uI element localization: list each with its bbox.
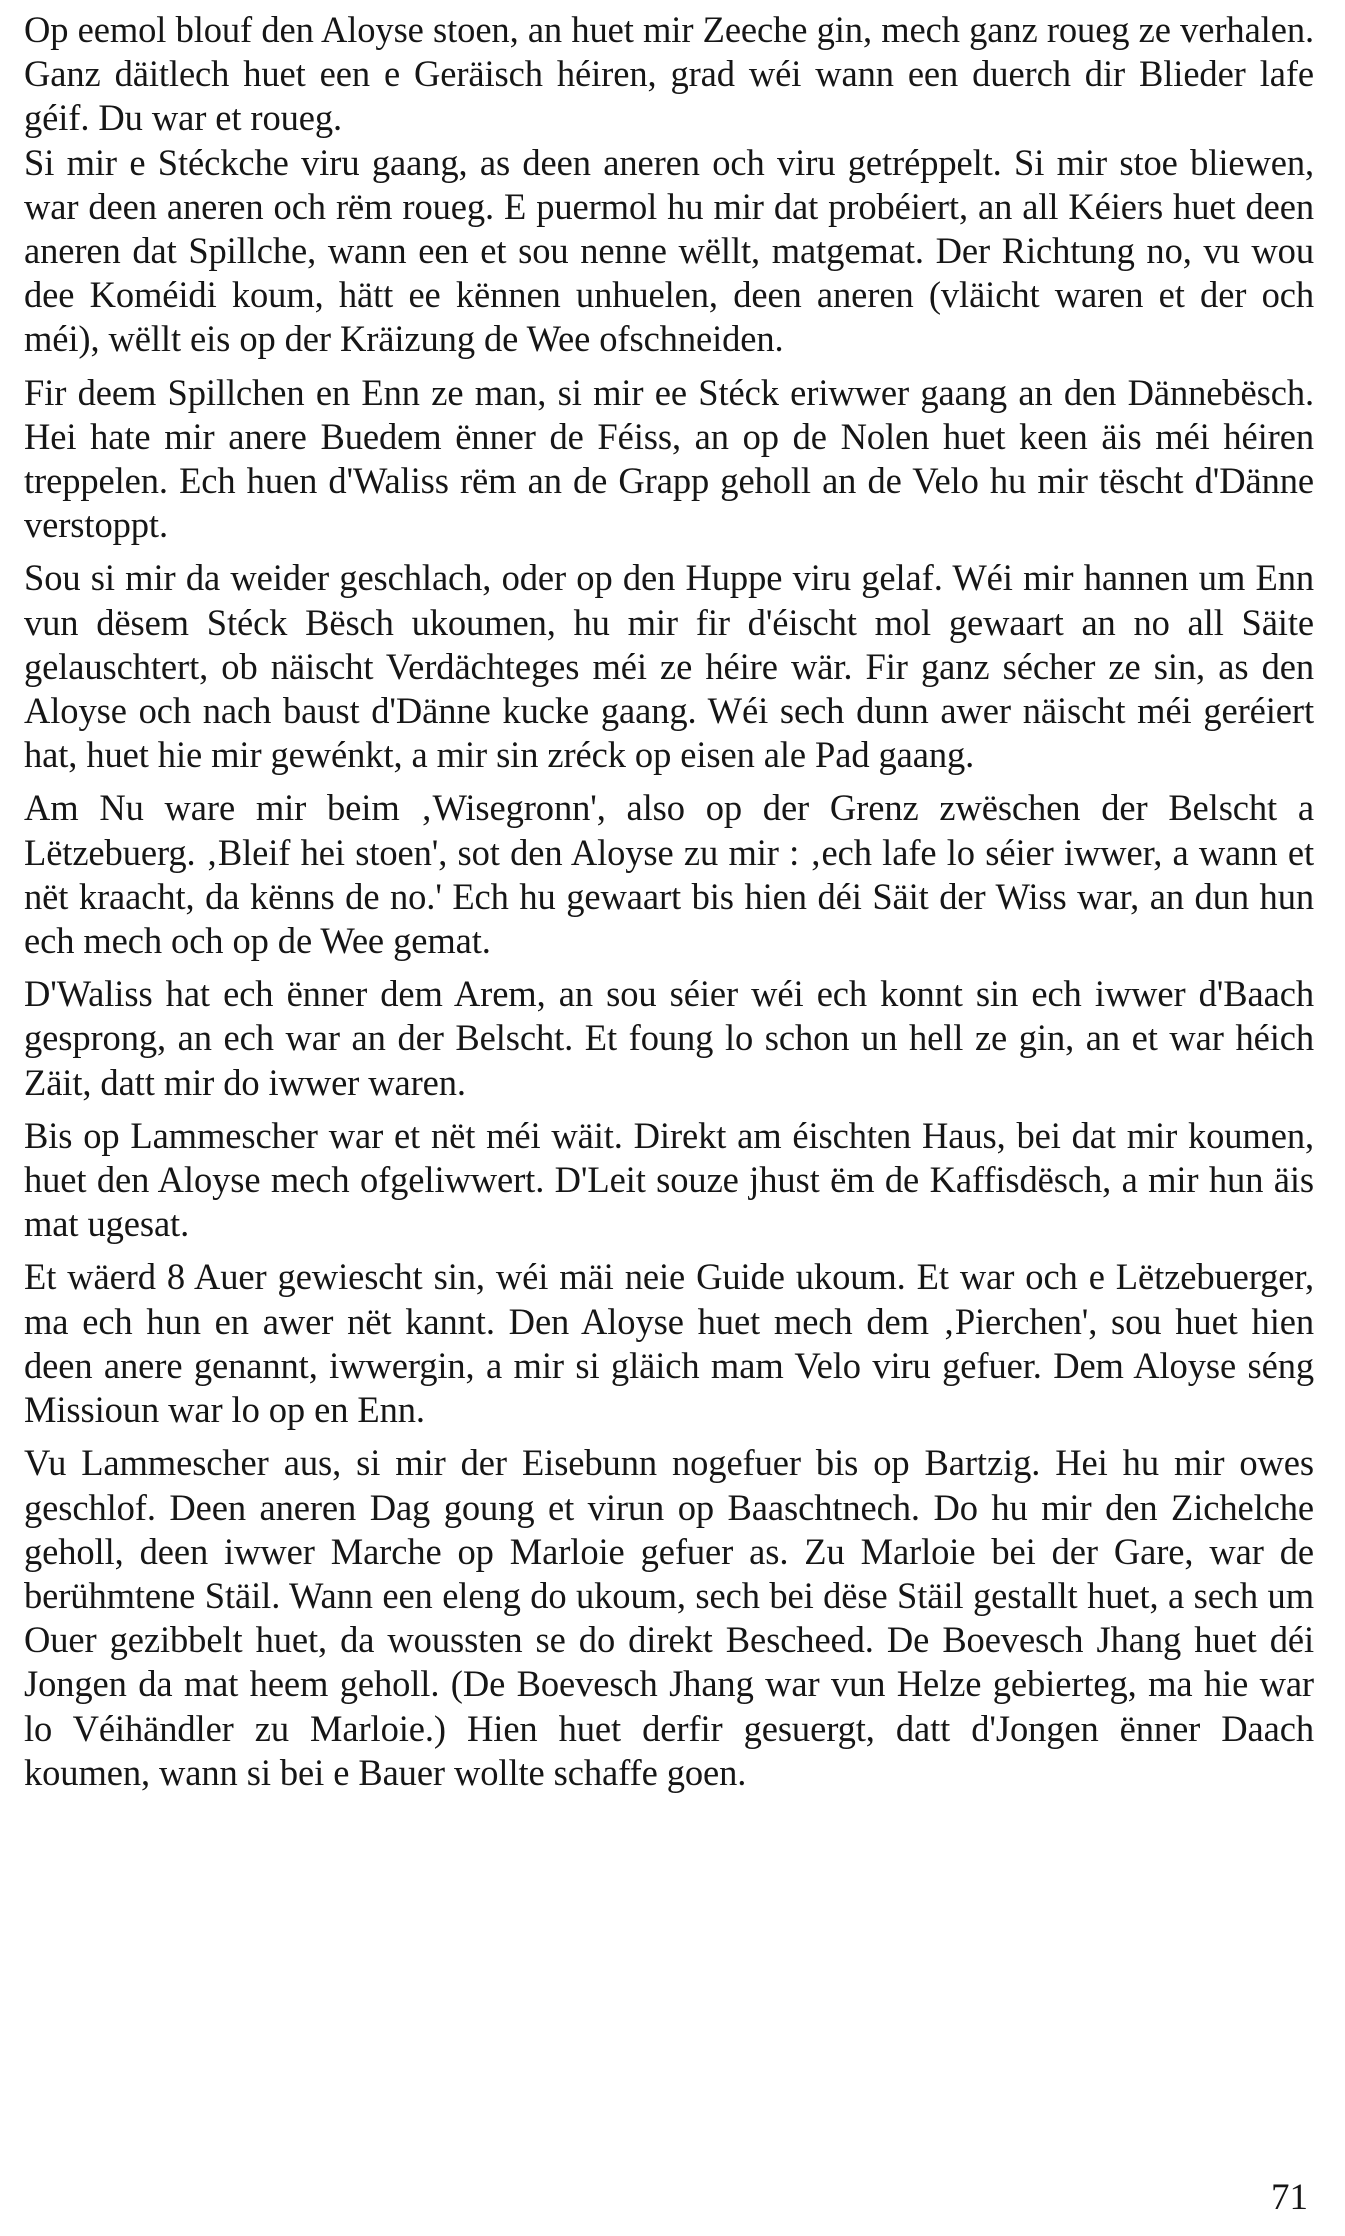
paragraph-8: Et wäerd 8 Auer gewiescht sin, wéi mäi neie Guide ukoum. Et war och e Lëtzebuerger, ma ech hun en awer nët kannt. Den Aloyse huet mech dem ‚Pierchen', sou huet hien deen anere genannt, iwwergin, a mir si gläich mam Velo viru gefuer. Dem Aloyse séng Missioun war lo op en Enn.: [24, 1256, 1314, 1431]
book-page: [24, 8, 1314, 2228]
page-number: 71: [1271, 2177, 1308, 2218]
paragraph-6: D'Waliss hat ech ënner dem Arem, an sou séier wéi ech konnt sin ech iwwer d'Baach gesprong, an ech war an der Belscht. Et foung lo schon un hell ze gin, an et war héich Zäit, datt mir do iwwer waren.: [24, 973, 1314, 1103]
paragraph-4: Sou si mir da weider geschlach, oder op den Huppe viru gelaf. Wéi mir hannen um Enn vun dësem Stéck Bësch ukoumen, hu mir fir d'éischt mol gewaart an no all Säite gelauschtert, ob näischt Verdächteges méi ze héire wär. Fir ganz sécher ze sin, as den Aloyse och nach baust d'Dänne kucke gaang. Wéi sech dunn awer näischt méi geréiert hat, huet hie mir gewénkt, a mir sin zréck op eisen ale Pad gaang.: [24, 557, 1314, 776]
paragraph-3: Fir deem Spillchen en Enn ze man, si mir ee Stéck eriwwer gaang an den Dännebësch. Hei hate mir anere Buedem ënner de Féiss, an op de Nolen huet keen äis méi héiren treppelen. Ech huen d'Waliss rëm an de Grapp geholl an de Velo hu mir tëscht d'Dänne verstoppt.: [24, 371, 1314, 546]
paragraph-9: Vu Lammescher aus, si mir der Eisebunn nogefuer bis op Bartzig. Hei hu mir owes geschlof. Deen aneren Dag goung et virun op Baaschtnech. Do hu mir den Zichelche geholl, deen iwwer Marche op Marloie gefuer as. Zu Marloie bei der Gare, war de berühmtene Stäil. Wann een eleng do ukoum, sech bei dëse Stäil gestallt huet, a sech um Ouer gezibbelt huet, da woussten se do direkt Bescheed. De Boevesch Jhang huet déi Jongen da mat heem geholl. (De Boevesch Jhang war vun Helze gebierteg, ma hie war lo Véihändler zu Marloie.) Hien huet derfir gesuergt, datt d'Jongen ënner Daach koumen, wann si bei e Bauer wollte schaffe goen.: [24, 1442, 1314, 1793]
paragraph-2: Si mir e Stéckche viru gaang, as deen aneren och viru getréppelt. Si mir stoe bliewen, war deen aneren och rëm roueg. E puermol hu mir dat probéiert, an all Kéiers huet deen aneren dat Spillche, wann een et sou nenne wëllt, matgemat. Der Richtung no, vu wou dee Koméidi koum, hätt ee kënnen unhuelen, deen aneren (vläicht waren et der och méi), wëllt eis op der Kräizung de Wee ofschneiden.: [24, 141, 1314, 360]
paragraph-5: Am Nu ware mir beim ‚Wisegronn', also op der Grenz zwëschen der Belscht a Lëtzebuerg. ‚Bleif hei stoen', sot den Aloyse zu mir : ‚ech lafe lo séier iwwer, a wann et nët kraacht, da kënns de no.' Ech hu gewaart bis hien déi Säit der Wiss war, an dun hun ech mech och op de Wee gemat.: [24, 787, 1314, 962]
body-text: [24, 8, 1314, 1804]
paragraph-1: Op eemol blouf den Aloyse stoen, an huet mir Zeeche gin, mech ganz roueg ze verhalen. Ganz däitlech huet een e Geräisch héiren, grad wéi wann een duerch dir Blieder lafe géif. Du war et roueg.: [24, 9, 1314, 139]
paragraph-7: Bis op Lammescher war et nët méi wäit. Direkt am éischten Haus, bei dat mir koumen, huet den Aloyse mech ofgeliwwert. D'Leit souze jhust ëm de Kaffisdësch, a mir hun äis mat ugesat.: [24, 1114, 1314, 1245]
